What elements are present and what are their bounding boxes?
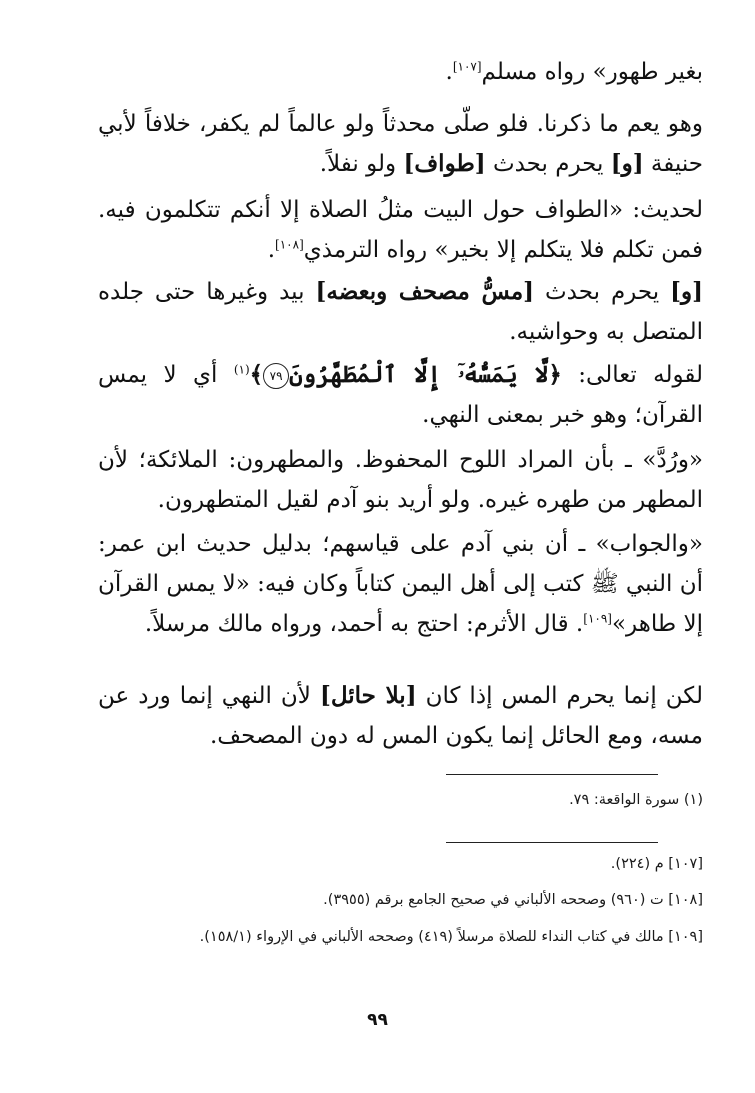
hadith-note-107: [١٠٧] م (٢٢٤).: [610, 856, 703, 872]
hadith-ref-109[interactable]: [١٠٩]: [583, 611, 612, 626]
para-2-part-0: وهو يعم ما ذكرنا. فلو صلّى محدثاً ولو عالماً لم يكفر، خلافاً لأبي حنيفة: [98, 111, 703, 177]
quran-verse: ﴿لَّا يَمَسُّهُۥٓ إِلَّا ٱلْمُطَهَّرُونَ: [289, 361, 562, 388]
para-6-part-0: «ورُدَّ» ـ بأن المراد اللوح المحفوظ. والمطهرون: الملائكة؛ لأن المطهر من طهره غيره. ولو أريد بنو آدم لقيل المتطهرون.: [98, 447, 703, 513]
matn-tawaf: [طواف]: [403, 150, 486, 177]
matn-mass-mushaf: [مسُّ مصحف وبعضه]: [315, 278, 535, 305]
para-7-part-0: «والجواب» ـ أن بني آدم على قياسهم؛ بدليل حديث ابن عمر: أن النبي ﷺ كتب إلى أهل اليمن كتاباً وكان فيه: «لا يمس القرآن إلا طاهر»: [98, 531, 703, 637]
para-1-part-0: بغير طهور» رواه مسلم: [481, 59, 703, 85]
page-number: ٩٩: [367, 1010, 388, 1030]
paragraph-8: [98, 676, 703, 756]
para-1-part-2: .: [445, 59, 453, 85]
matn-wa-2: [و]: [670, 278, 703, 305]
hadith-notes-divider: [446, 842, 658, 843]
paragraph-2: [98, 104, 703, 184]
para-7-part-2: . قال الأثرم: احتج به أحمد، ورواه مالك مرسلاً.: [144, 611, 584, 637]
para-4-part-3: بيد وغيرها حتى جلده المتصل به وحواشيه.: [98, 279, 703, 345]
hadith-note-109: [١٠٩] مالك في كتاب النداء للصلاة مرسلاً (٤١٩) وصححه الألباني في الإرواء (١٥٨/١).: [199, 929, 703, 945]
para-5-part-0: لقوله تعالى:: [561, 362, 703, 388]
paragraph-4: [98, 272, 703, 352]
hadith-note-108: [١٠٨] ت (٩٦٠) وصححه الألباني في صحيح الجامع برقم (٣٩٥٥).: [323, 892, 703, 908]
hadith-ref-107[interactable]: [١٠٧]: [452, 59, 482, 74]
para-5-part-5: أي لا يمس القرآن؛ وهو خبر بمعنى النهي.: [98, 362, 703, 428]
matn-bila-hail: [بلا حائل]: [319, 682, 417, 709]
paragraph-3: [98, 190, 703, 270]
footnote-quran: (١) سورة الواقعة: ٧٩.: [569, 792, 703, 808]
para-3-part-0: لحديث: «الطواف حول البيت مثلُ الصلاة إلا أنكم تتكلمون فيه. فمن تكلم فلا يتكلم إلا بخير» رواه الترمذي: [98, 197, 703, 263]
footnote-divider: [446, 774, 658, 775]
paragraph-5: [98, 355, 703, 435]
paragraph-1: [98, 52, 703, 92]
hadith-ref-108[interactable]: [١٠٨]: [275, 237, 304, 252]
paragraph-7: [98, 524, 703, 644]
ayah-number-marker: ٧٩: [263, 363, 289, 389]
para-4-part-1: يحرم بحدث: [534, 279, 671, 305]
para-3-part-2: .: [267, 237, 276, 263]
paragraph-6: [98, 440, 703, 520]
para-2-part-4: ولو نفلاً.: [319, 151, 404, 177]
matn-wa: [و]: [610, 150, 644, 177]
para-8-part-0: لكن إنما يحرم المس إذا كان: [416, 683, 703, 709]
para-8-part-2: لأن النهي إنما ورد عن مسه، ومع الحائل إنما يكون المس له دون المصحف.: [98, 683, 703, 749]
quran-verse-close: ﴾: [249, 361, 264, 388]
para-2-part-2: يحرم بحدث: [485, 151, 611, 177]
footnote-ref-1[interactable]: (١): [233, 362, 250, 377]
